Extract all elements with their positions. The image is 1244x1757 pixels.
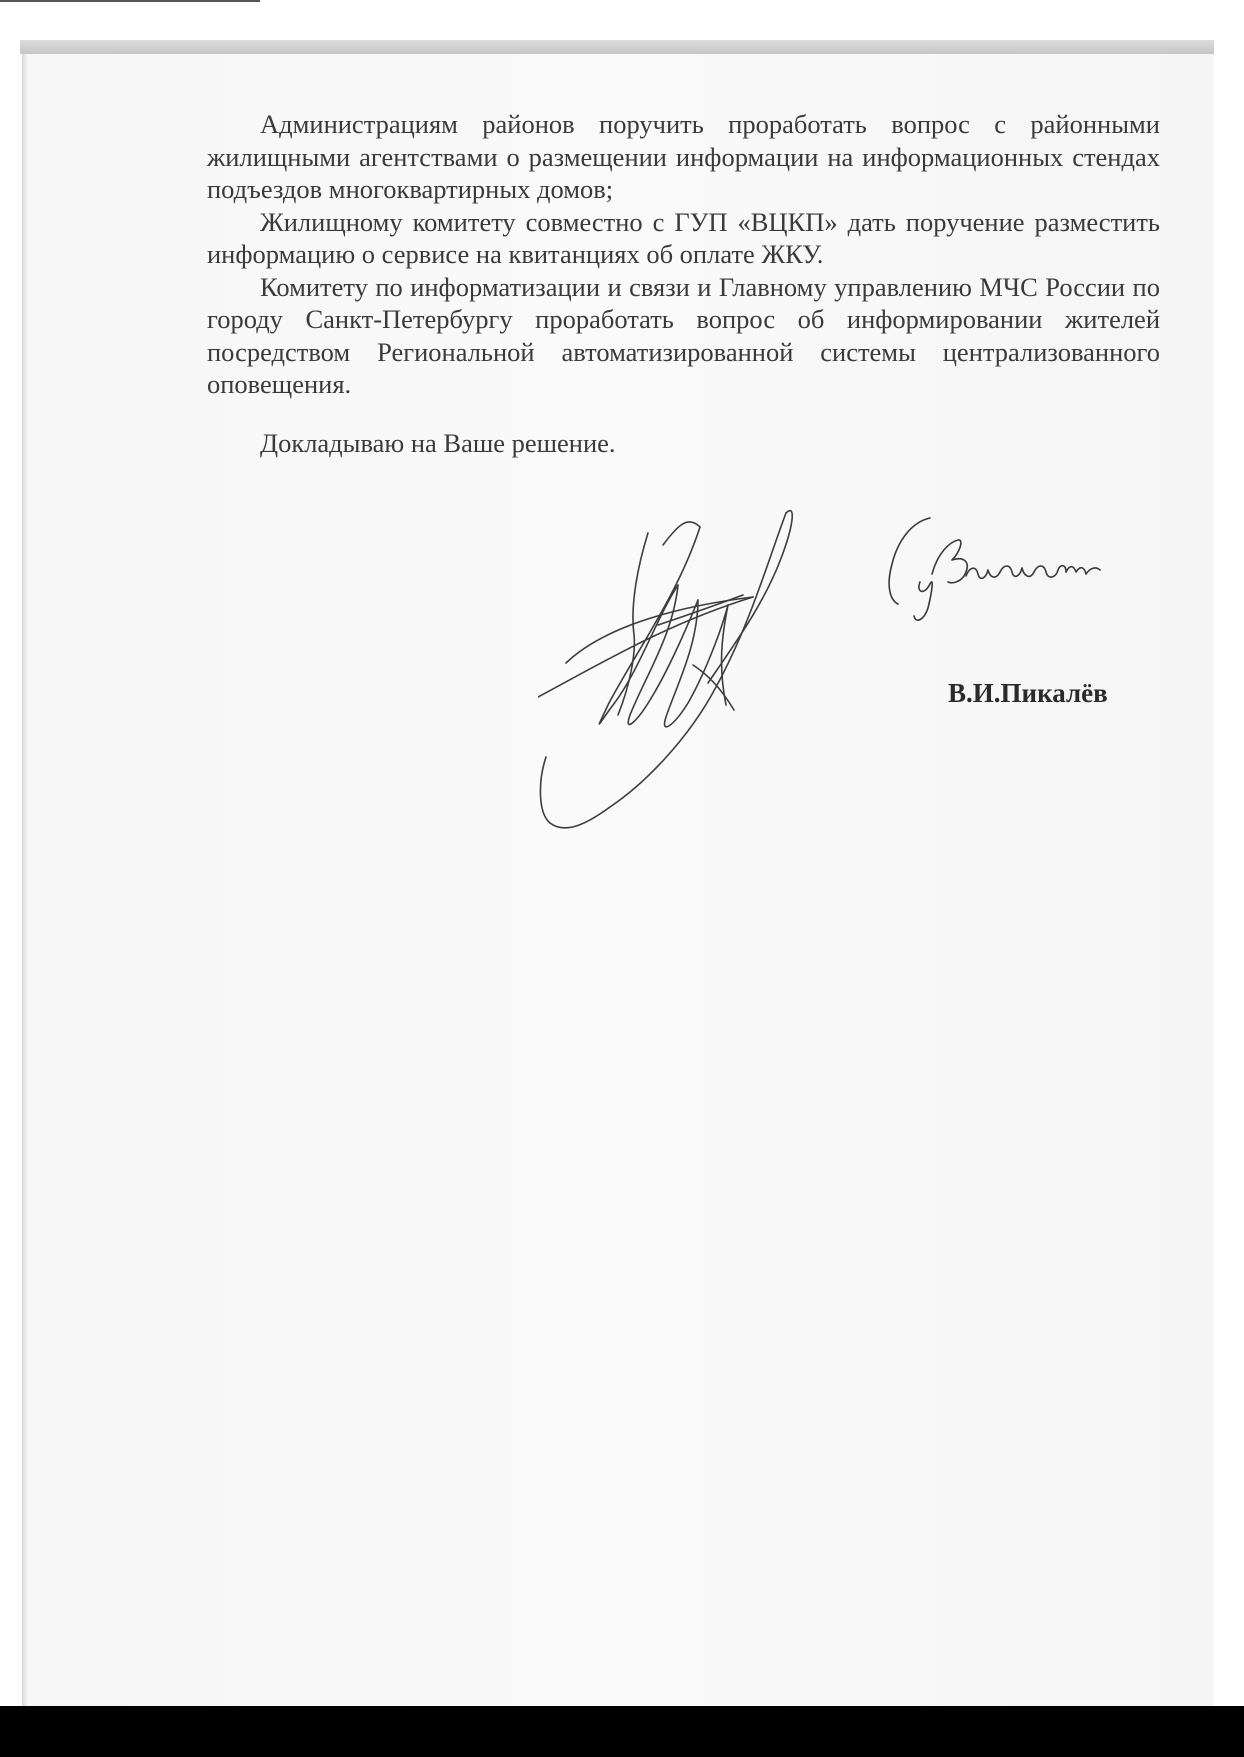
paragraph-informatization-committee: Комитету по информатизации и связи и Главному управлению МЧС России по городу Санкт-Петербургу проработать вопрос об информировании жителей посредством Региональной автоматизированной системы централизованного оповещения. xyxy=(207,271,1160,399)
scan-right-margin xyxy=(1214,0,1244,1710)
paragraph-housing-committee: Жилищному комитету совместно с ГУП «ВЦКП» дать поручение разместить информацию о сервисе на квитанциях об оплате ЖКУ. xyxy=(207,206,1160,269)
scan-bottom-bar xyxy=(0,1706,1244,1757)
document-body xyxy=(207,108,1160,459)
scan-edge-band xyxy=(20,40,1216,54)
signer-name: В.И.Пикалёв xyxy=(948,678,1108,708)
scan-left-shadow xyxy=(22,54,28,1706)
scan-top-line xyxy=(0,0,260,2)
paragraph-district-administrations: Администрациям районов поручить проработать вопрос с районными жилищными агентствами о размещении информации на информационных стендах подъездов многоквартирных домов; xyxy=(207,109,1160,204)
handwritten-approval-note xyxy=(868,512,1108,632)
handwritten-signature xyxy=(538,505,838,835)
closing-line: Докладываю на Ваше решение. xyxy=(260,427,616,458)
